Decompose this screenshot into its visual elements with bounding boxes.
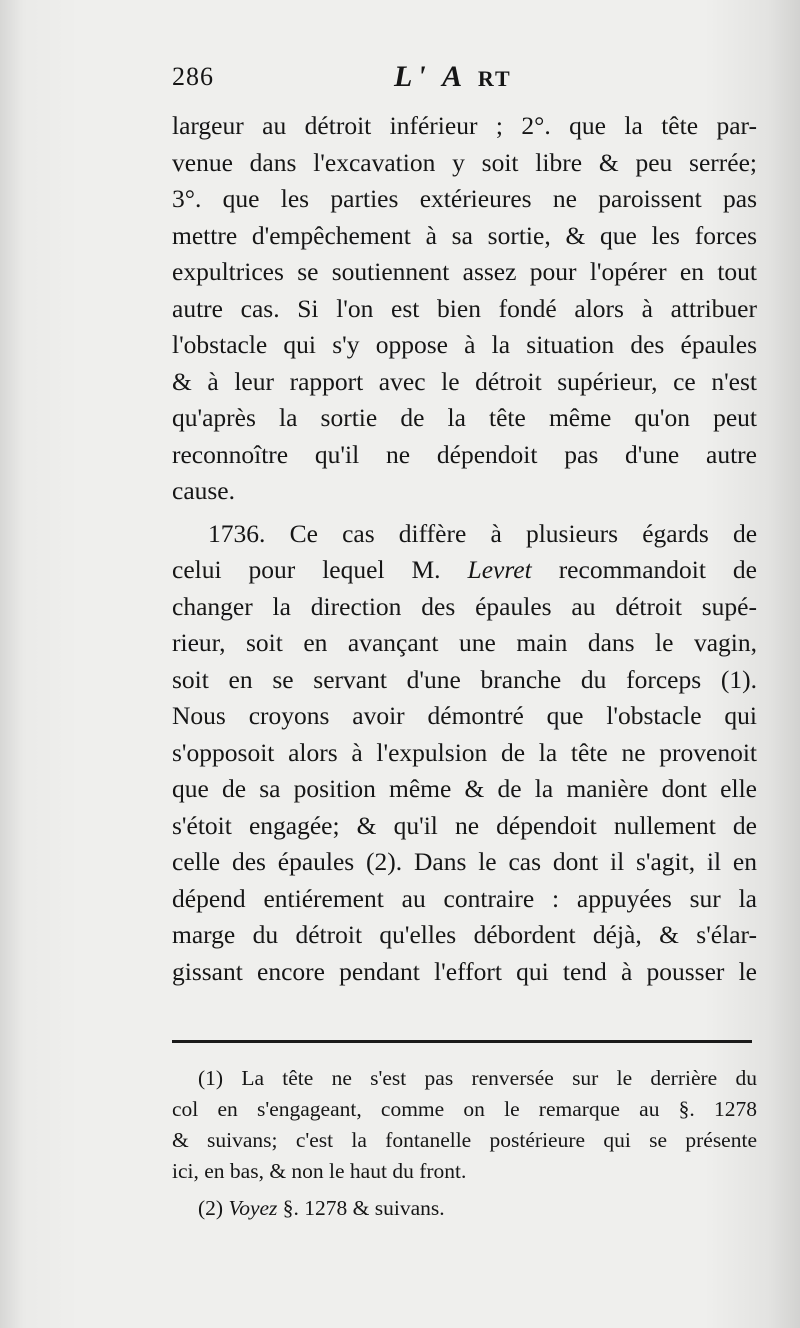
text-line: s'opposoit alors à l'expulsion de la tête ne provenoit	[172, 737, 757, 767]
text-line: cause.	[172, 476, 236, 505]
page-number: 286	[172, 62, 214, 91]
text-line: mettre d'empêchement à sa sortie, & que les forces	[172, 220, 757, 250]
text-line: 3°. que les parties extérieures ne paroissent pas	[172, 184, 757, 213]
paragraph-1	[172, 108, 757, 510]
text-line: s'étoit engagée; & qu'il ne dépendoit nullement de	[172, 810, 757, 840]
text-line: autre cas. Si l'on est bien fondé alors à attribuer	[172, 293, 757, 323]
footnote-divider	[172, 1040, 752, 1043]
text-line: expultrices se soutiennent assez pour l'opérer en tout	[172, 257, 757, 286]
footnote-line: col en s'engageant, comme on le remarque au §. 1278	[172, 1097, 757, 1121]
footnote-text: §. 1278 & suivans.	[282, 1196, 445, 1220]
text-line: gissant encore pendant l'effort qui tend à pousser le	[172, 956, 757, 986]
text-line: marge du détroit qu'elles débordent déjà, & s'élar-	[172, 920, 757, 949]
footnote-italic: Voyez	[228, 1196, 278, 1220]
text-line: changer la direction des épaules au détroit supé-	[172, 591, 757, 621]
footnote-2	[172, 1193, 757, 1224]
text-line: & à leur rapport avec le détroit supérieur, ce n'est	[172, 366, 757, 396]
text-span: Ce cas diffère à plusieurs égards de	[289, 518, 758, 548]
page-header	[172, 62, 757, 100]
text-line: venue dans l'excavation y soit libre & peu serrée;	[172, 147, 757, 177]
text-line: l'obstacle qui s'y oppose à la situation des épaules	[172, 330, 757, 359]
running-head-initial: L'	[394, 60, 431, 93]
footnote-line: (1) La tête ne s'est pas renversée sur le derrière du	[198, 1066, 757, 1090]
text-line: soit en se servant d'une branche du forceps (1).	[172, 664, 757, 694]
text-line: rieur, soit en avançant une main dans le vagin,	[172, 628, 757, 657]
footnotes	[172, 1063, 757, 1224]
body-text	[172, 108, 757, 990]
paragraph-number: 1736.	[208, 518, 266, 548]
text-span: celui pour lequel M.	[172, 555, 441, 584]
paragraph-2	[172, 516, 757, 991]
text-line	[172, 552, 757, 589]
text-span: recommandoit de	[558, 555, 758, 584]
running-head	[394, 60, 512, 94]
text-line: que de sa position même & de la manière dont elle	[172, 774, 757, 803]
text-line: reconnoître qu'il ne dépendoit pas d'une autre	[172, 439, 757, 469]
text-line: largeur au détroit inférieur ; 2°. que la tête par-	[172, 111, 757, 140]
author-name-italic: Levret	[467, 555, 532, 584]
text-line: celle des épaules (2). Dans le cas dont il s'agit, il en	[172, 847, 757, 876]
text-line: Nous croyons avoir démontré que l'obstacle qui	[172, 701, 757, 730]
footnote-line: & suivans; c'est la fontanelle postérieure qui se présente	[172, 1128, 757, 1152]
running-head-small: RT	[477, 66, 512, 91]
footnote-marker: (2)	[198, 1196, 224, 1220]
paragraph-first-line	[172, 516, 757, 553]
text-line: dépend entiérement au contraire : appuyées sur la	[172, 883, 757, 913]
running-head-letter: A	[442, 60, 466, 93]
footnote-line: ici, en bas, & non le haut du front.	[172, 1159, 467, 1183]
text-line: qu'après la sortie de la tête même qu'on peut	[172, 403, 757, 432]
